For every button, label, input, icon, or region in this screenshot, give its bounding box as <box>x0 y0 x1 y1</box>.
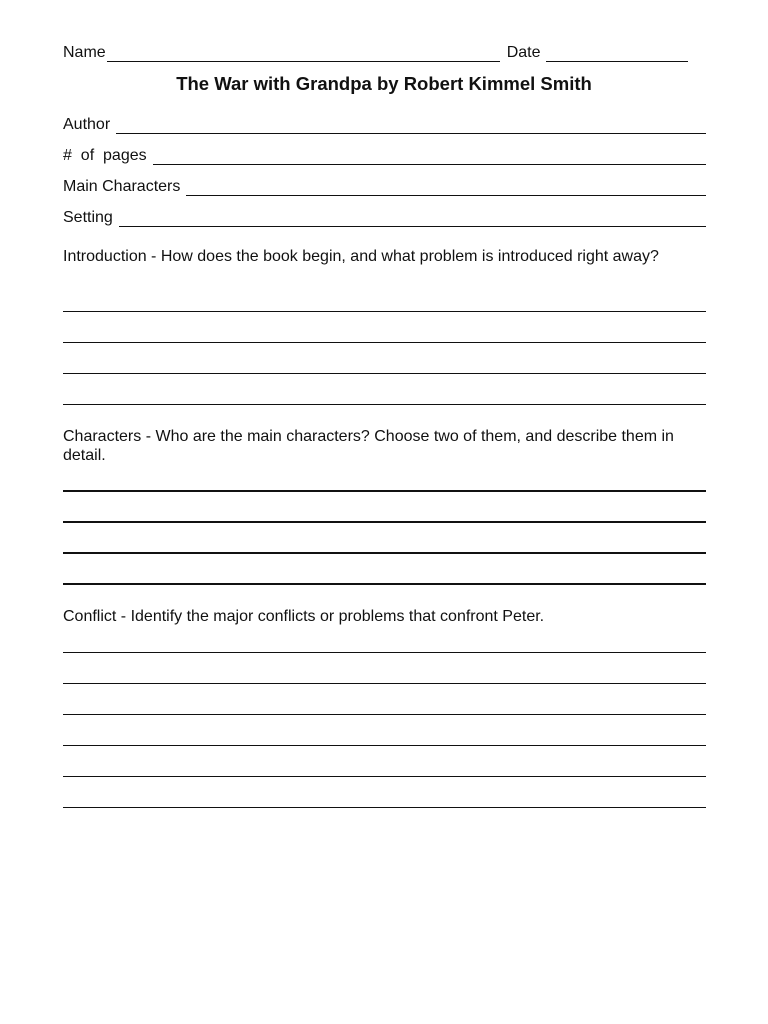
name-date-row <box>63 44 698 62</box>
conflict-answer-line[interactable] <box>63 807 706 808</box>
pages-row <box>63 147 706 165</box>
main-characters-row <box>63 178 706 196</box>
page-title: The War with Grandpa by Robert Kimmel Smith <box>176 73 592 94</box>
introduction-answer-line[interactable] <box>63 373 706 374</box>
date-label: Date <box>506 44 541 61</box>
conflict-answer-line[interactable] <box>63 714 706 715</box>
introduction-answer-line[interactable] <box>63 311 706 312</box>
name-field[interactable] <box>107 47 500 62</box>
conflict-answer-line[interactable] <box>63 745 706 746</box>
pages-field[interactable] <box>153 150 706 165</box>
main-characters-field[interactable] <box>186 181 706 196</box>
characters-answer-line[interactable] <box>63 583 706 585</box>
setting-row <box>63 209 706 227</box>
conflict-prompt: Conflict - Identify the major conflicts or problems that confront Peter. <box>63 608 545 625</box>
introduction-answer-line[interactable] <box>63 342 706 343</box>
author-label: Author <box>63 116 111 133</box>
date-field[interactable] <box>546 47 688 62</box>
conflict-answer-line[interactable] <box>63 652 706 653</box>
introduction-prompt: Introduction - How does the book begin, and what problem is introduced right away? <box>63 248 659 265</box>
introduction-answer-line[interactable] <box>63 404 706 405</box>
characters-answer-line[interactable] <box>63 490 706 492</box>
name-label: Name <box>63 44 106 61</box>
characters-prompt: Characters - Who are the main characters? Choose two of them, and describe them in detail. <box>63 428 674 464</box>
characters-answer-line[interactable] <box>63 521 706 523</box>
characters-answer-line[interactable] <box>63 552 706 554</box>
pages-label: # of pages <box>63 147 147 164</box>
setting-field[interactable] <box>119 212 706 227</box>
setting-label: Setting <box>63 209 113 226</box>
author-field[interactable] <box>116 119 706 134</box>
author-row <box>63 116 706 134</box>
conflict-answer-line[interactable] <box>63 683 706 684</box>
conflict-answer-line[interactable] <box>63 776 706 777</box>
main-characters-label: Main Characters <box>63 178 181 195</box>
